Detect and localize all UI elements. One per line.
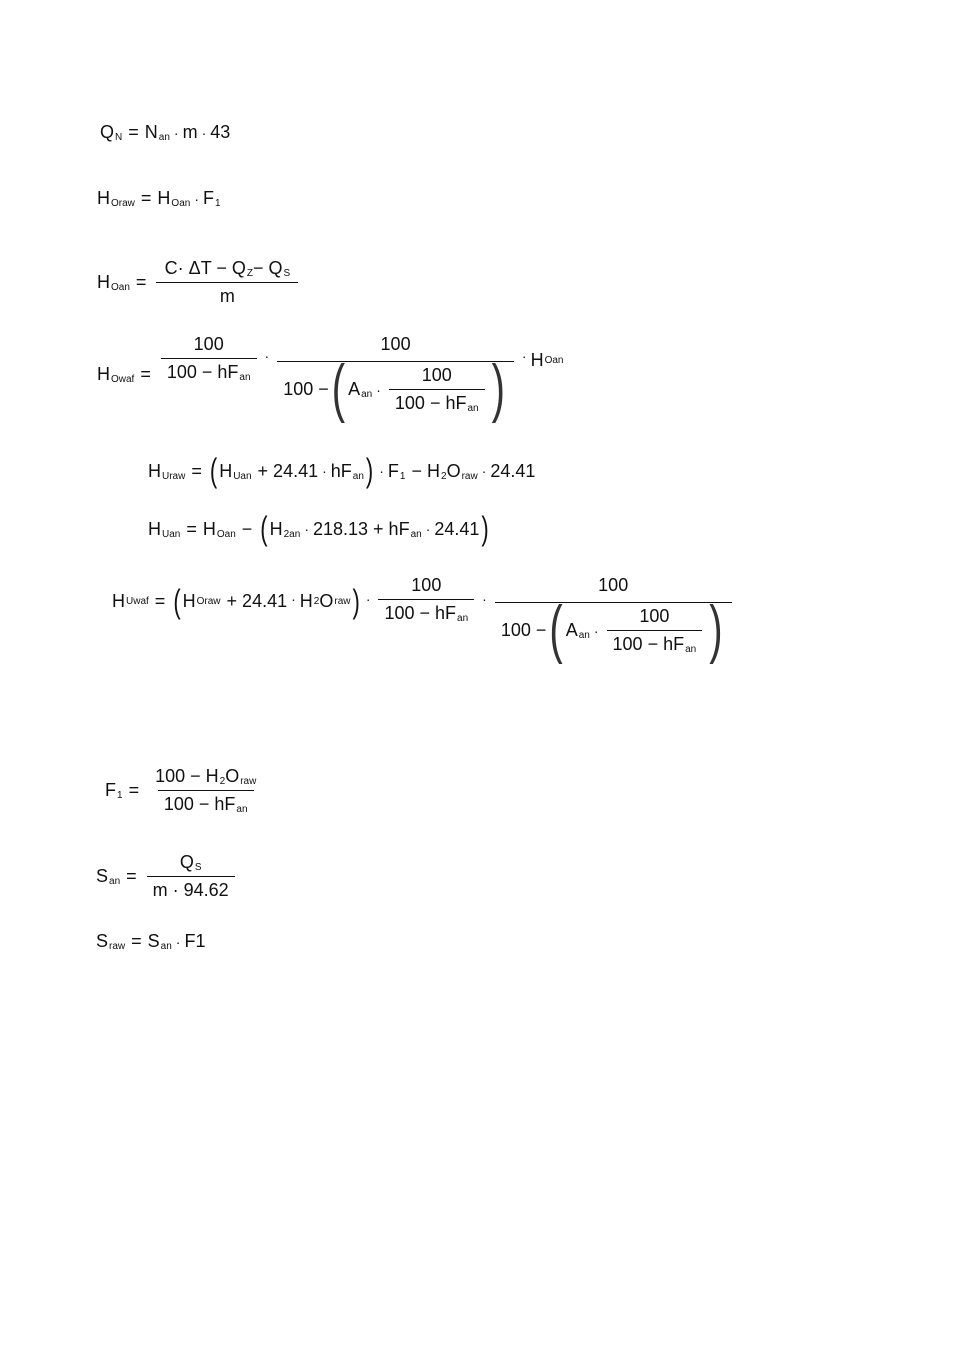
subscript: 2an <box>283 528 301 540</box>
subscript: an <box>352 470 364 482</box>
symbol-o: O <box>446 460 461 481</box>
symbol-h: H <box>148 518 161 539</box>
symbol-hf: hF <box>330 460 352 481</box>
numerator-text: Q <box>179 852 194 872</box>
denominator-text: m <box>219 286 235 306</box>
symbol-h: H <box>97 272 110 292</box>
subscript: S <box>283 268 291 279</box>
fraction <box>156 258 298 307</box>
subscript: an <box>685 644 697 655</box>
minus-term: − H <box>411 460 440 481</box>
symbol-a: A <box>348 379 361 399</box>
subscript: Uan <box>233 470 252 482</box>
subscript: an <box>467 403 479 414</box>
denominator <box>389 389 485 414</box>
constant: 24.41 <box>434 518 480 539</box>
denominator <box>495 594 732 665</box>
right-paren: ) <box>352 582 360 620</box>
denominator-text: 100 − hF <box>166 362 239 382</box>
numerator-text: 100 <box>380 334 411 354</box>
multiply-dot: · <box>365 591 371 607</box>
numerator <box>375 334 417 361</box>
denominator-text: 100 − hF <box>163 794 236 814</box>
equation-qn <box>100 122 230 143</box>
numerator <box>174 852 208 876</box>
fraction <box>149 766 262 815</box>
equals-sign: = <box>128 122 139 142</box>
left-paren: ( <box>549 594 563 665</box>
symbol-s: S <box>96 866 109 886</box>
denominator-text: 100 − hF <box>394 393 467 413</box>
denominator <box>156 282 298 307</box>
constant: 24.41 <box>490 460 536 481</box>
subscript: Oan <box>216 528 236 540</box>
equals-sign: = <box>140 363 151 384</box>
fraction <box>161 334 257 383</box>
denominator <box>161 358 257 383</box>
equals-sign: = <box>135 272 147 292</box>
subscript: N <box>115 132 123 143</box>
symbol-f: F <box>105 780 116 800</box>
denominator-text: 100 − hF <box>384 603 457 623</box>
subscript: an <box>158 132 170 143</box>
symbol-h: H <box>112 591 125 611</box>
numerator <box>416 365 458 389</box>
multiply-dot: · <box>175 933 181 950</box>
symbol-f: F <box>387 460 399 481</box>
denominator-text: 100 − hF <box>612 634 685 654</box>
equals-sign: = <box>140 188 152 208</box>
symbol-h: H <box>269 518 283 539</box>
equals-sign: = <box>191 460 202 481</box>
numerator-text: 100 <box>639 606 670 626</box>
numerator <box>149 766 262 790</box>
fraction <box>495 575 732 665</box>
subscript: 1 <box>399 470 406 482</box>
constant-term: 218.13 + hF <box>312 518 410 539</box>
right-paren: ) <box>709 594 723 665</box>
right-paren: ) <box>491 353 505 424</box>
multiply-dot: · <box>481 463 487 479</box>
subscript: Uwaf <box>126 596 149 607</box>
denominator <box>147 876 235 901</box>
symbol-h: H <box>97 188 110 208</box>
symbol-h: H <box>202 518 216 539</box>
subscript: Oraw <box>111 198 135 209</box>
equals-sign: = <box>126 866 137 886</box>
subscript: Oan <box>171 198 191 209</box>
symbol-h: H <box>219 460 233 481</box>
symbol-f: F <box>203 188 214 208</box>
subscript: an <box>236 804 248 815</box>
symbol-a: A <box>565 620 578 640</box>
subscript: raw <box>334 596 351 607</box>
multiply-dot: · <box>173 124 179 141</box>
numerator-text: 100 <box>421 365 452 385</box>
subscript: 2 <box>313 596 320 607</box>
subscript: Oan <box>544 355 564 366</box>
denominator <box>378 599 474 624</box>
numerator-text: 100 <box>193 334 224 354</box>
symbol-s: S <box>147 931 160 951</box>
symbol-n: N <box>144 122 158 142</box>
multiply-dot: · <box>376 381 381 398</box>
numerator-text: 100 <box>411 575 442 595</box>
equals-sign: = <box>154 591 166 611</box>
subscript: raw <box>240 776 257 787</box>
subscript: an <box>410 528 422 540</box>
symbol-o: O <box>319 591 334 611</box>
subscript: Oan <box>111 282 130 293</box>
symbol-h: H <box>299 591 313 611</box>
subscript: an <box>361 389 373 400</box>
subscript: an <box>457 613 469 624</box>
left-paren: ( <box>260 509 268 547</box>
equation-hoan <box>97 258 302 307</box>
subscript: Oraw <box>196 596 221 607</box>
multiply-dot: · <box>521 348 527 364</box>
left-paren: ( <box>209 451 218 489</box>
subscript: 1 <box>215 198 221 209</box>
fraction <box>607 606 703 655</box>
subscript: an <box>109 876 121 887</box>
fraction <box>147 852 235 901</box>
subscript: an <box>578 630 590 641</box>
subscript: Owaf <box>111 373 135 385</box>
subscript: Uan <box>162 528 181 540</box>
numerator <box>405 575 447 599</box>
fraction <box>277 334 514 424</box>
fraction <box>389 365 485 414</box>
equation-horaw <box>97 188 221 209</box>
denominator <box>607 630 703 655</box>
fraction <box>378 575 474 624</box>
subscript: 2 <box>441 470 447 482</box>
equals-sign: = <box>131 931 142 951</box>
subscript: S <box>194 862 202 873</box>
symbol-o: O <box>225 766 240 786</box>
right-paren: ) <box>365 451 374 489</box>
plus-term: + 24.41 <box>226 591 288 611</box>
right-paren: ) <box>481 509 489 547</box>
multiply-dot: · <box>304 521 309 537</box>
plus-term: + 24.41 <box>257 460 319 481</box>
equation-huraw <box>148 451 536 489</box>
left-paren: ( <box>173 582 181 620</box>
numerator <box>633 606 675 630</box>
numerator <box>188 334 230 358</box>
subscript: 2 <box>219 776 226 787</box>
multiply-dot: · <box>194 190 199 207</box>
numerator <box>159 258 297 282</box>
multiply-dot: · <box>322 463 327 479</box>
symbol-h: H <box>97 363 110 384</box>
multiply-dot: · <box>264 348 270 364</box>
symbol-q: Q <box>100 122 115 142</box>
numerator-text: 100 − H <box>155 766 219 786</box>
multiply-dot: · <box>201 124 207 141</box>
multiply-dot: · <box>379 463 384 479</box>
equation-huan <box>148 509 491 547</box>
equation-howaf <box>97 334 564 424</box>
numerator-text: 100 <box>598 575 629 595</box>
symbol-s: S <box>96 931 109 951</box>
multiply-dot: · <box>425 521 431 537</box>
symbol-m: m <box>182 122 198 142</box>
denominator-text: 100 − <box>500 620 547 640</box>
subscript: raw <box>109 941 126 952</box>
subscript: Z <box>246 268 253 279</box>
equation-san <box>96 852 239 901</box>
symbol-f1: F1 <box>184 931 206 951</box>
subscript: an <box>239 372 251 383</box>
symbol-h: H <box>182 591 196 611</box>
denominator-text: 100 − <box>283 379 329 399</box>
symbol-h: H <box>148 460 161 481</box>
symbol-h: H <box>157 188 171 208</box>
equals-sign: = <box>128 780 140 800</box>
symbol-h: H <box>530 350 544 370</box>
equation-f1 <box>105 766 266 815</box>
subscript: raw <box>461 470 478 482</box>
left-paren: ( <box>331 353 346 424</box>
subscript: an <box>160 941 172 952</box>
denominator <box>277 353 514 424</box>
equation-sraw <box>96 931 205 952</box>
multiply-dot: · <box>482 591 487 607</box>
subscript: 1 <box>117 790 123 801</box>
denominator-text: m · 94.62 <box>152 880 229 900</box>
multiply-dot: · <box>593 622 599 639</box>
constant: 43 <box>210 122 231 142</box>
equals-sign: = <box>186 518 197 539</box>
denominator <box>158 790 254 815</box>
numerator <box>592 575 634 602</box>
minus-sign: − <box>241 518 253 539</box>
multiply-dot: · <box>291 591 296 607</box>
subscript: Uraw <box>162 470 186 482</box>
equation-huwaf <box>112 575 736 665</box>
numerator-text: − Q <box>252 258 283 278</box>
numerator-text: C· ΔT − Q <box>164 258 246 278</box>
